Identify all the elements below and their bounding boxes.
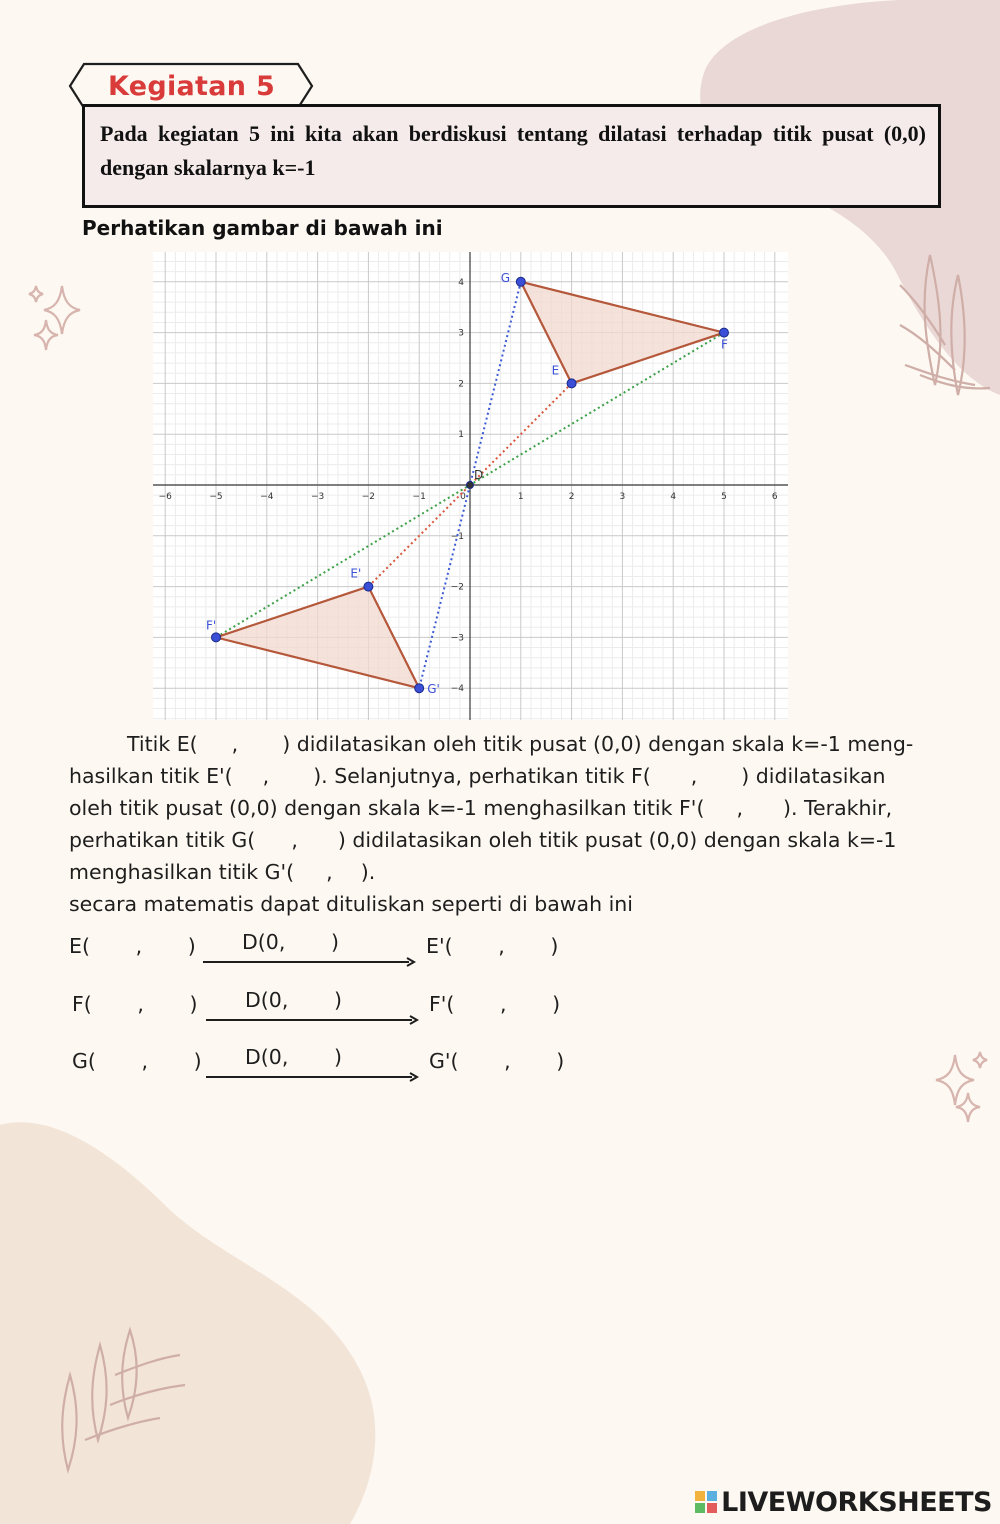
y-tick-label: 3 xyxy=(458,328,464,339)
graph-svg xyxy=(153,252,788,720)
point-label-D: D xyxy=(474,468,484,482)
text-segment: hasilkan titik E'( xyxy=(69,764,233,788)
bottom-left-blob xyxy=(0,1122,375,1524)
mapping-arrow xyxy=(204,1014,420,1026)
text-segment: ) didilatasikan oleh titik pusat (0,0) dengan skala k=-1 meng- xyxy=(282,732,914,756)
point-label-F: F xyxy=(721,337,728,352)
x-tick-label: −3 xyxy=(310,492,325,502)
text-segment: ). Selanjutnya, perhatikan titik F( xyxy=(313,764,651,788)
mapping-arrow xyxy=(201,956,417,968)
intro-box: Pada kegiatan 5 ini kita akan berdiskusi tentang dilatasi terhadap titik pusat (0,0) dengan skalarnya k=-1 xyxy=(82,104,941,208)
x-tick-label: 4 xyxy=(670,492,677,502)
point-F xyxy=(720,328,729,337)
sparkle-left xyxy=(29,286,80,350)
paragraph-line-1 xyxy=(69,728,946,760)
paragraph-line-5 xyxy=(69,856,946,888)
text-segment: ). Terakhir, xyxy=(782,796,893,820)
text-segment: ) didilatasikan oleh titik pusat (0,0) dengan skala k=-1 xyxy=(337,828,897,852)
text-segment: Titik E( xyxy=(127,732,198,756)
text-segment: , xyxy=(736,796,743,820)
y-tick-label: 2 xyxy=(458,379,464,390)
coordinate-graph xyxy=(153,252,788,724)
text-segment: , xyxy=(326,860,333,884)
paragraph-line-6: secara matematis dapat dituliskan seperti di bawah ini xyxy=(69,892,633,916)
point-label-G: G xyxy=(500,270,511,285)
point-G-prime xyxy=(415,684,424,693)
mapping-to[interactable]: E'( , ) xyxy=(426,934,559,958)
y-tick-label: −1 xyxy=(450,531,464,542)
x-tick-label: 2 xyxy=(568,492,575,502)
text-segment: , xyxy=(690,764,698,788)
x-tick-label: −2 xyxy=(361,492,376,502)
activity-tag-label: Kegiatan 5 xyxy=(108,71,276,102)
y-tick-label: −3 xyxy=(450,633,464,644)
y-tick-label: −2 xyxy=(450,582,464,593)
point-label-G-prime: G' xyxy=(427,682,440,697)
point-label-E: E xyxy=(551,363,560,378)
x-tick-label: 5 xyxy=(721,492,727,502)
explanation-paragraph xyxy=(69,728,946,920)
text-segment: menghasilkan titik G'( xyxy=(69,860,295,884)
point-E-prime xyxy=(364,582,373,591)
x-tick-label: −1 xyxy=(412,492,426,502)
text-segment: , xyxy=(262,764,270,788)
point-G xyxy=(516,277,525,286)
mapping-to[interactable]: F'( , ) xyxy=(429,992,561,1016)
brand-text: LIVEWORKSHEETS xyxy=(721,1487,992,1518)
x-tick-label: −5 xyxy=(209,492,223,502)
text-segment: oleh titik pusat (0,0) dengan skala k=-1 menghasilkan titik F'( xyxy=(69,796,705,820)
paragraph-line-4 xyxy=(69,824,946,856)
point-label-E-prime: E' xyxy=(350,566,362,581)
x-tick-label: 6 xyxy=(771,492,778,502)
x-tick-label: 0 xyxy=(460,492,466,502)
mapping-to[interactable]: G'( , ) xyxy=(429,1049,565,1073)
sparkle-right xyxy=(936,1052,987,1122)
point-label-F-prime: F' xyxy=(206,618,217,633)
mapping-arrow xyxy=(204,1071,420,1083)
x-tick-label: 3 xyxy=(619,492,626,502)
y-tick-label: 4 xyxy=(458,277,464,288)
mapping-from[interactable]: F( , ) xyxy=(72,992,198,1016)
text-segment: perhatikan titik G( xyxy=(69,828,256,852)
point-F-prime xyxy=(212,633,221,642)
y-tick-label: 1 xyxy=(458,430,464,441)
paragraph-line-3 xyxy=(69,792,946,824)
section-subtitle: Perhatikan gambar di bawah ini xyxy=(82,216,443,240)
y-tick-label: −4 xyxy=(450,684,464,695)
x-tick-label: −4 xyxy=(260,492,274,502)
brand-logo xyxy=(694,1487,992,1518)
text-segment: , xyxy=(231,732,239,756)
mapping-from[interactable]: G( , ) xyxy=(72,1049,202,1073)
liveworksheets-logo-icon xyxy=(694,1490,718,1514)
point-E xyxy=(567,379,576,388)
x-tick-label: 1 xyxy=(517,492,524,502)
mapping-center-label[interactable]: D(0, ) xyxy=(245,988,342,1012)
mapping-center-label[interactable]: D(0, ) xyxy=(245,1045,342,1069)
text-segment: ). xyxy=(360,860,376,884)
text-segment: , xyxy=(291,828,298,852)
mapping-center-label[interactable]: D(0, ) xyxy=(242,930,339,954)
point-D xyxy=(467,482,474,489)
x-tick-label: −6 xyxy=(158,492,172,502)
text-segment: ) didilatasikan xyxy=(741,764,886,788)
mapping-from[interactable]: E( , ) xyxy=(69,934,196,958)
paragraph-line-2 xyxy=(69,760,946,792)
